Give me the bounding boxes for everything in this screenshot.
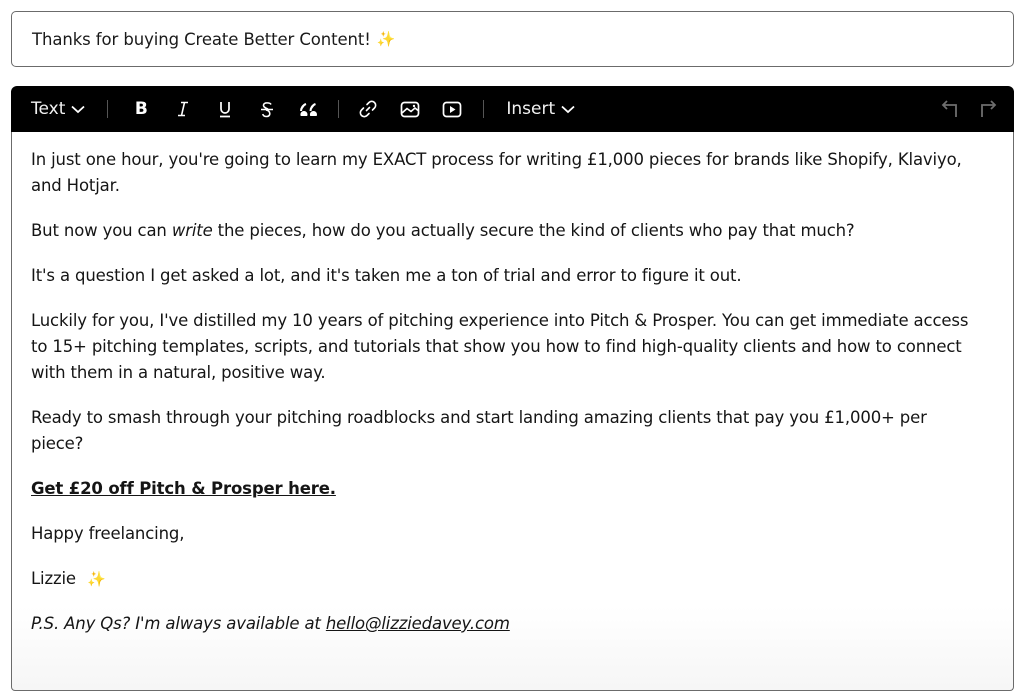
text-style-label: Text [31, 99, 66, 119]
quote-icon [299, 102, 319, 116]
sparkle-emoji: ✨ [87, 570, 106, 588]
sparkle-emoji: ✨ [376, 30, 396, 48]
email-link[interactable]: hello@lizziedavey.com [325, 614, 510, 633]
strikethrough-button[interactable] [246, 86, 288, 132]
chevron-down-icon [71, 105, 85, 114]
editor-toolbar [11, 86, 1014, 132]
link-icon [359, 100, 377, 118]
signature-name: Lizzie [31, 569, 76, 588]
quote-button[interactable] [288, 86, 330, 132]
history-controls [940, 86, 998, 132]
paragraph [31, 218, 981, 244]
toolbar-divider [107, 100, 108, 118]
undo-icon[interactable] [940, 100, 960, 118]
text-span: the pieces, how do you actually secure the kind of clients who pay that much? [212, 221, 855, 240]
cta-link[interactable]: Get £20 off Pitch & Prosper here. [31, 479, 336, 498]
paragraph [31, 476, 981, 502]
link-button[interactable] [347, 86, 389, 132]
italic-button[interactable] [162, 86, 204, 132]
video-play-icon [442, 101, 462, 118]
underline-button[interactable] [204, 86, 246, 132]
bold-icon: B [134, 99, 148, 119]
underline-icon [218, 101, 232, 118]
italic-icon [176, 101, 190, 117]
paragraph: Ready to smash through your pitching roadblocks and start landing amazing clients that pay you £1,000+ per piece? [31, 408, 927, 453]
signoff: Happy freelancing, [31, 524, 185, 543]
paragraph: Luckily for you, I've distilled my 10 years of pitching experience into Pitch & Prosper. You can get immediate access to 15+ pitching templates, scripts, and tutorials that show you how to find high-quality clients and how to connect with them in a natural, positive way. [31, 311, 969, 382]
text-style-dropdown[interactable] [31, 99, 85, 119]
insert-dropdown[interactable] [506, 99, 575, 119]
paragraph: It's a question I get asked a lot, and it's taken me a ton of trial and error to figure it out. [31, 266, 742, 285]
image-button[interactable] [389, 86, 431, 132]
paragraph: In just one hour, you're going to learn my EXACT process for writing £1,000 pieces for brands like Shopify, Klaviyo, and Hotjar. [31, 150, 962, 195]
signature [31, 566, 981, 592]
ps-text: P.S. Any Qs? I'm always available at [31, 614, 326, 633]
bold-button[interactable] [120, 86, 162, 132]
video-button[interactable] [431, 86, 473, 132]
text-span: But now you can [31, 221, 172, 240]
postscript [31, 611, 981, 637]
toolbar-divider [338, 100, 339, 118]
insert-label: Insert [506, 99, 556, 119]
editor-content[interactable] [11, 132, 1014, 691]
strikethrough-icon [260, 101, 274, 118]
rich-text-editor [11, 86, 1014, 691]
image-icon [400, 101, 420, 118]
toolbar-divider [483, 100, 484, 118]
italic-text: write [171, 221, 213, 240]
subject-input[interactable] [11, 11, 1014, 67]
redo-icon[interactable] [978, 100, 998, 118]
subject-text: Thanks for buying Create Better Content! [32, 29, 371, 49]
chevron-down-icon [561, 105, 575, 114]
